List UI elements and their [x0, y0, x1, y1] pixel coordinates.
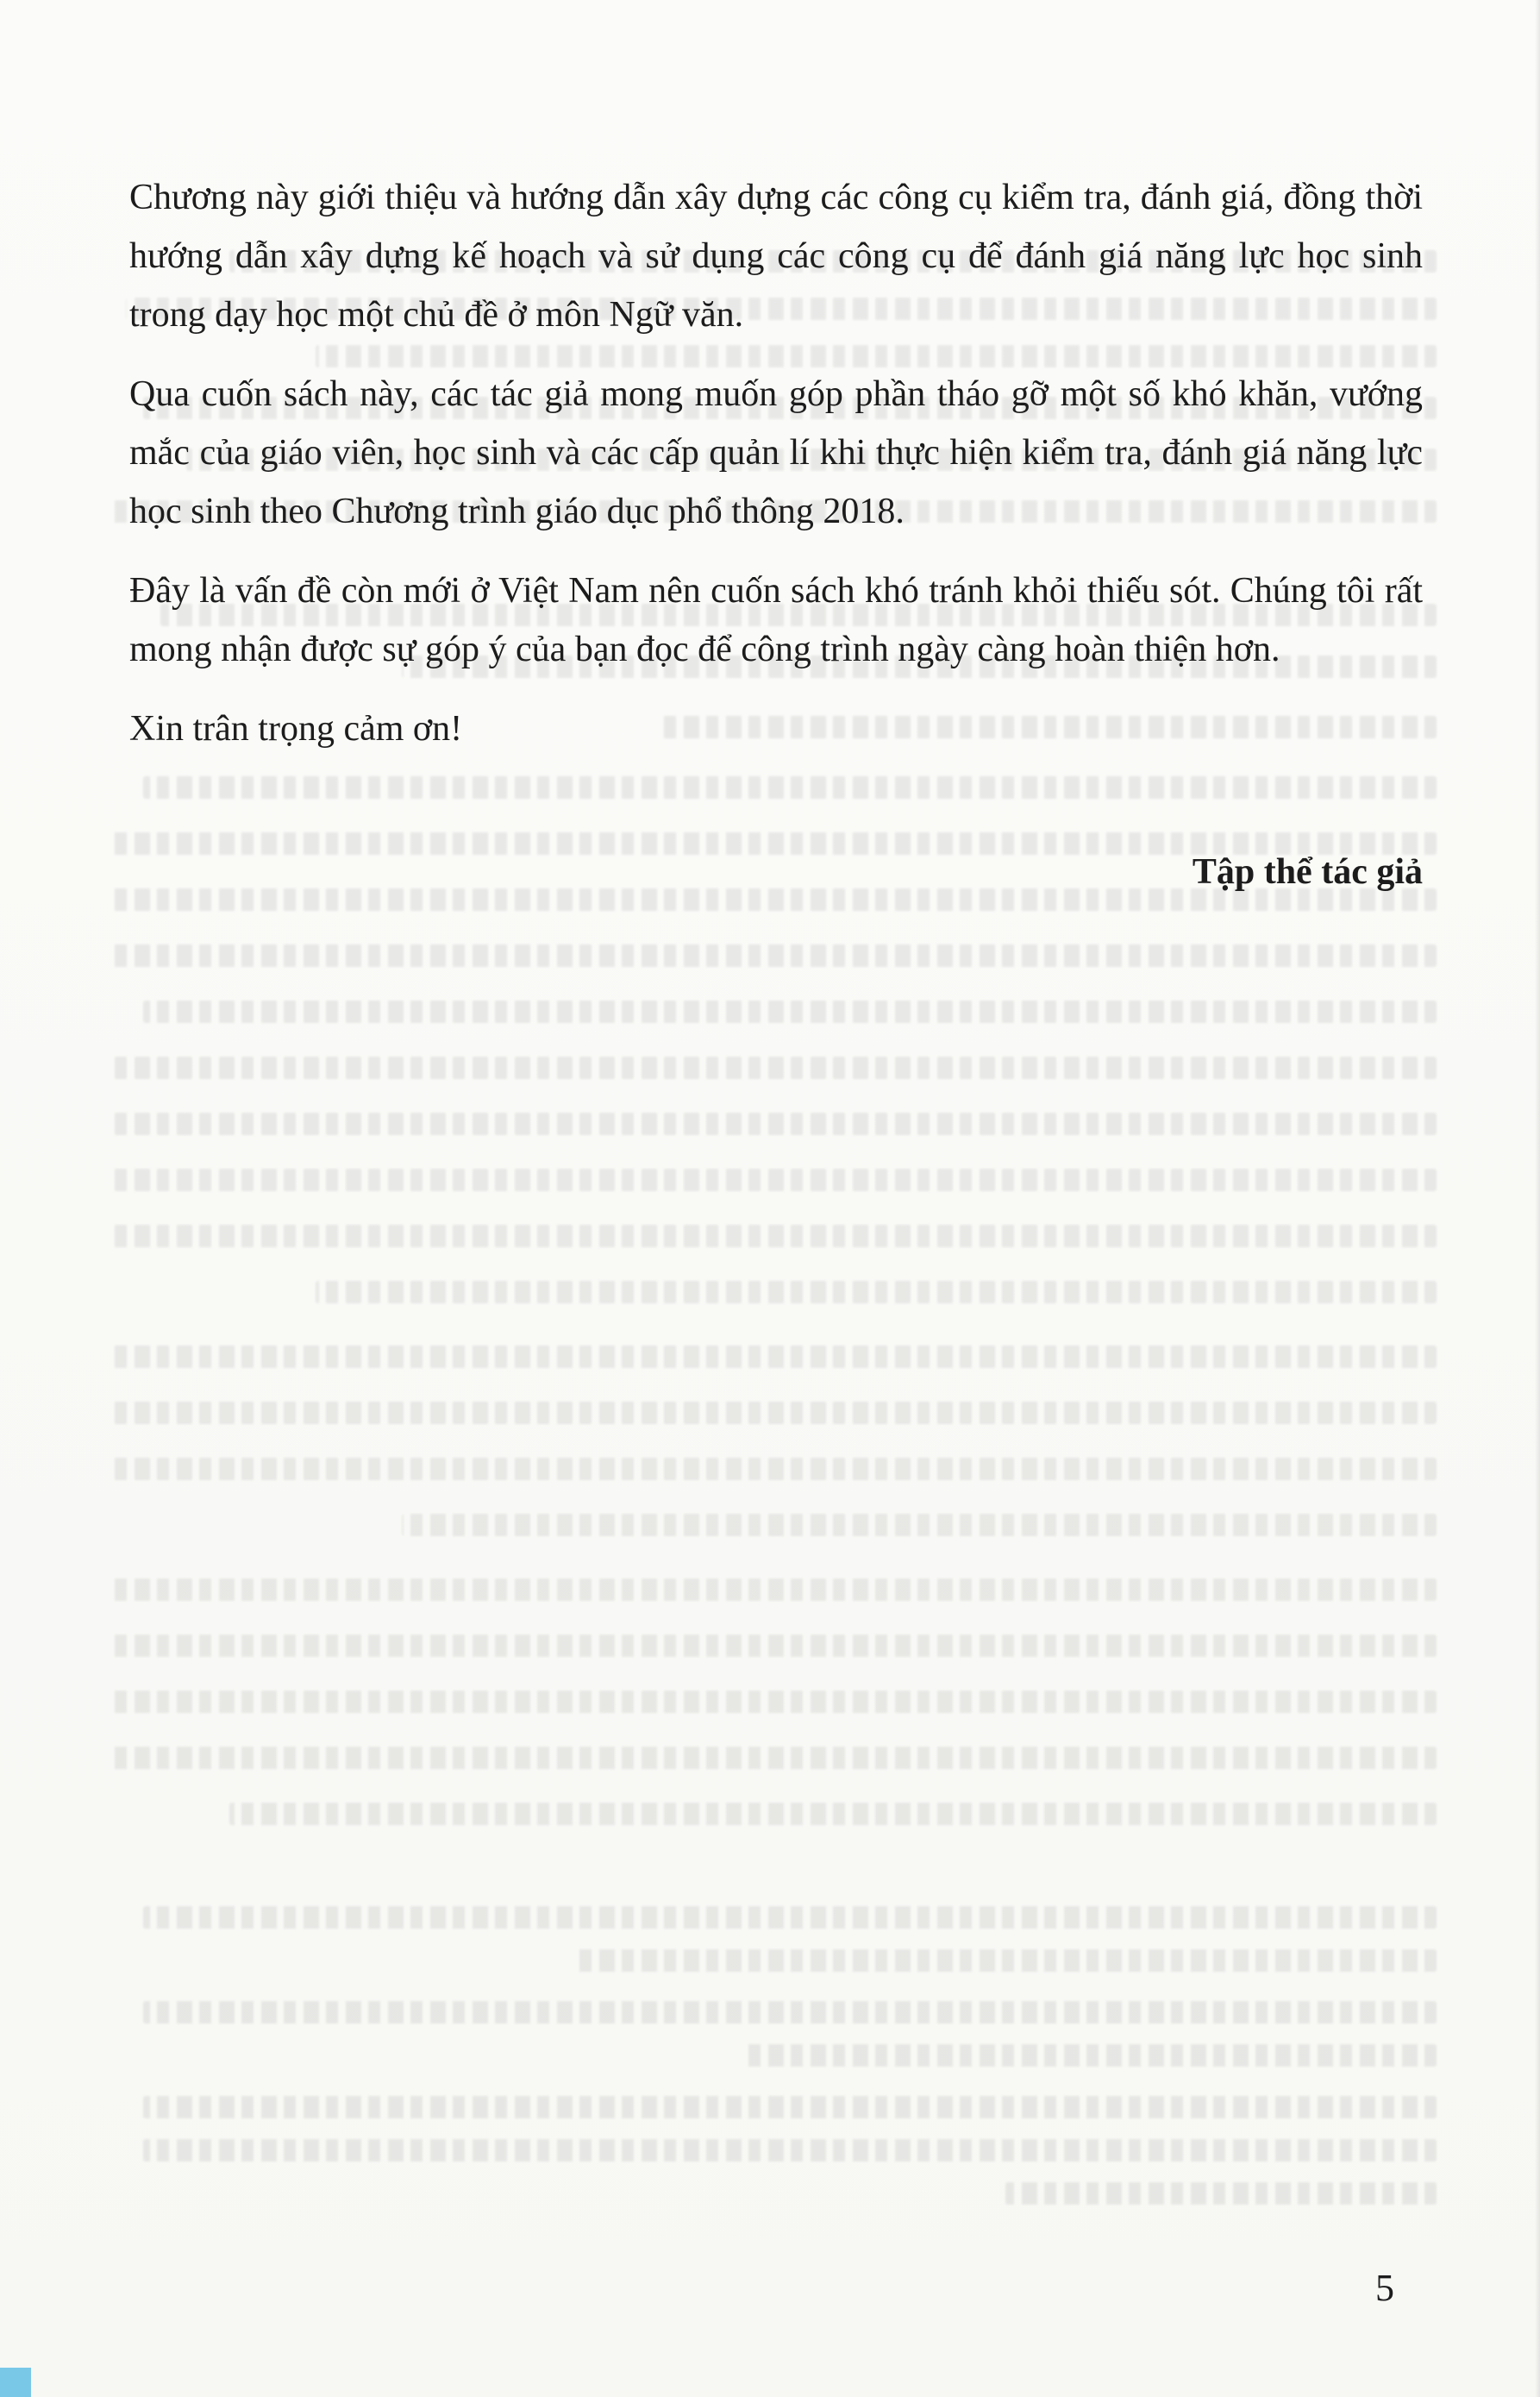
author-signature: Tập thể tác giả [1192, 852, 1423, 892]
cover-edge [0, 2368, 31, 2397]
closing-line: Xin trân trọng cảm ơn! [129, 709, 463, 749]
paragraph-1: Chương này giới thiệu và hướng dẫn xây dựng các công cụ kiểm tra, đánh giá, đồng thời hướng dẫn xây dựng kế hoạch và sử dụng các công cụ để đánh giá năng lực học sinh trong dạy học một chủ đề ở môn Ngữ văn. [129, 178, 1423, 335]
page-edge-shadow [1535, 0, 1540, 2397]
paragraph-2: Qua cuốn sách này, các tác giả mong muốn góp phần tháo gỡ một số khó khăn, vướng mắc của giáo viên, học sinh và các cấp quản lí khi thực hiện kiểm tra, đánh giá năng lực học sinh theo Chương trình giáo dục phổ thông 2018. [129, 374, 1423, 531]
paragraph-3: Đây là vấn đề còn mới ở Việt Nam nên cuốn sách khó tránh khỏi thiếu sót. Chúng tôi rất mong nhận được sự góp ý của bạn đọc để công trình ngày càng hoàn thiện hơn. [129, 571, 1423, 669]
body-text [129, 168, 1423, 758]
page-number: 5 [1375, 2267, 1394, 2309]
